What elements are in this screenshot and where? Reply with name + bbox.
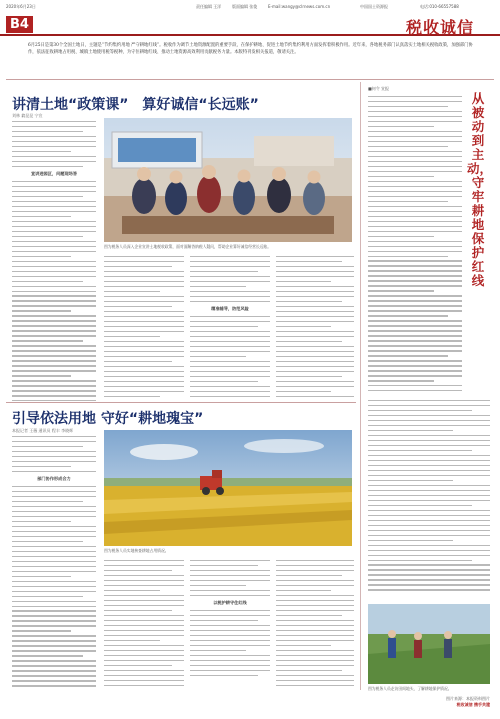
article1-byline: 刘林 翁昆昆 宁宣 [12,113,43,118]
article1-title-part1: 讲清土地“政策课” [12,97,129,113]
article1-title-part2: 算好诚信“长远账” [142,97,259,113]
contact-phone: 电话:010-66557588 [420,4,459,9]
article2-photo [104,430,352,546]
sidebar-divider [360,82,361,690]
article1-column-3 [190,256,270,402]
paper-name: 中国国土资源报 [360,4,388,9]
issue-date: 2020年6月23日 [6,4,36,9]
article2-column-2 [104,560,184,692]
footer-line-1: 图片来源：本报资料图片 [446,696,490,701]
article2-subhead-1: 部门协作形成合力 [37,475,71,481]
article2-byline: 本报记者 王薇 通讯员 程丰 李晓辉 [12,428,74,433]
page-footer [394,696,490,707]
article1-subhead-1: 宣讲进园区，问题现场答 [30,170,78,176]
article1-column-4 [276,256,354,402]
sidebar-byline: ■何令 宣报 [368,86,390,91]
article2-column-1 [12,436,96,692]
sidebar-column-upper [368,96,462,396]
footer-line-2: 税收诚信 携手共建 [456,701,490,707]
page-number: B4 [6,16,33,33]
intro-divider [6,79,494,80]
masthead [0,14,500,36]
article1-column-2 [104,256,184,402]
section-title: 税收诚信 [405,18,474,37]
article1-column-1 [12,121,96,401]
sidebar-photo-caption: 图为税务人员走访田间地头，了解耕地保护情况。 [368,686,452,691]
contact-email: E-mail:wangy@clrnews.com.cn [268,4,331,9]
article1-photo-caption: 图为税务人员深入企业宣讲土地税收政策，面对面解答纳税人疑问，帮助企业算好诚信经营长远账。 [104,244,272,249]
top-info-bar [0,0,500,14]
article2-subhead-2: 以税护耕守住红线 [213,599,247,605]
sidebar-vertical-title: 从被动到主动，守牢耕地保护红线 [467,91,493,288]
editor-credit: 责任编辑 王洋 [196,4,222,9]
article2-column-4 [276,560,354,692]
sidebar-column-lower [368,400,490,600]
article1-headline [12,94,259,114]
article1-subhead-2: 精准辅导，防范风险 [211,305,249,311]
sidebar-photo [368,604,490,684]
article2-photo-caption: 图为税务人员实地核查耕地占用情况。 [104,548,169,553]
intro-paragraph: 6月25日是第30个全国土地日，主题是“节约集约用地 严守耕地红线”。税收作为调节土地资源配置的重要手段，在保护耕地、促进土地节约集约利用方面发挥着积极作用。近年来，各地税务部门认真落实土地相关税收政策，加强部门协作，依法征收耕地占用税、城镇土地使用税等税种，为守住耕地红线、推动土地资源高效利用贡献税务力量。本版特刊发相关报道，敬请关注。 [28,43,473,55]
design-credit: 版面编辑 张俊 [232,4,258,9]
article1-photo [104,118,352,242]
article2-headline: 引导依法用地 守好“耕地瑰宝” [12,411,204,427]
article2-column-3 [190,560,270,692]
article-divider [6,402,356,403]
